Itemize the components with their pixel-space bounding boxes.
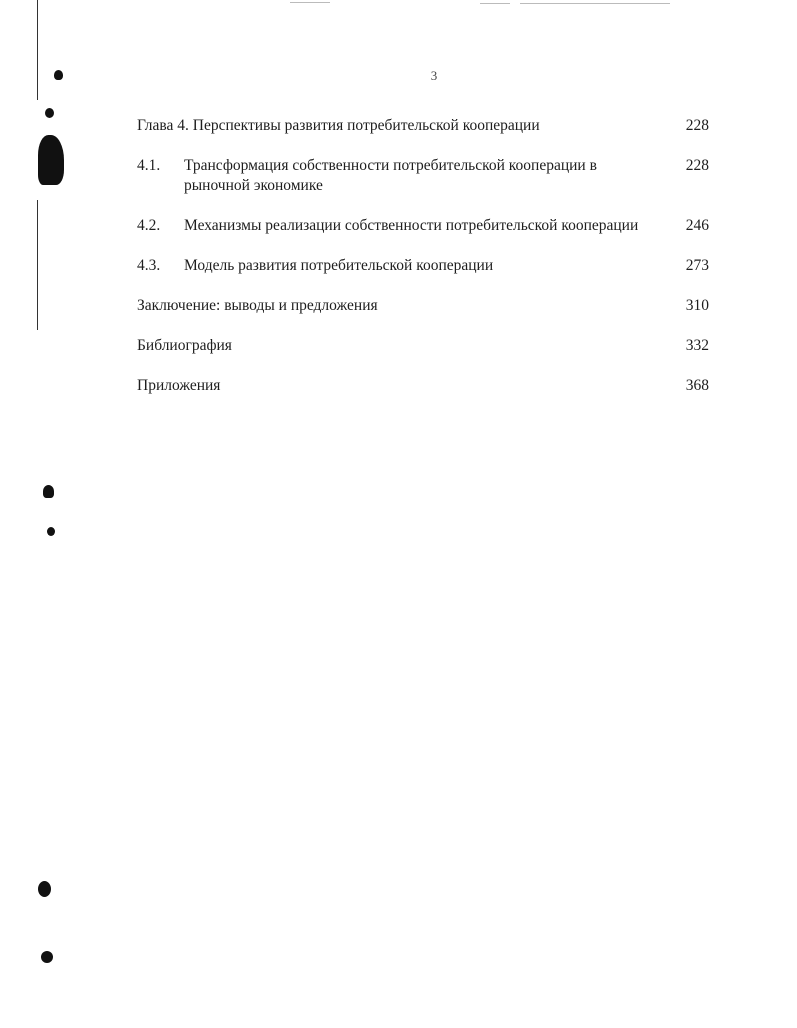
toc-section-number: 4.2. [137, 217, 161, 234]
toc-entry-title: Приложения [137, 377, 221, 394]
toc-entry-title: Заключение: выводы и предложения [137, 297, 378, 314]
toc-section-entry [137, 156, 709, 196]
toc-entry-title: Модель развития потребительской кооперации [184, 257, 494, 274]
scan-blot [43, 485, 54, 498]
toc-entry-title: Глава 4. Перспективы развития потребительской кооперации [137, 117, 540, 134]
toc-entry-title: Механизмы реализации собственности потребительской кооперации [184, 217, 639, 234]
scan-top-line [290, 2, 330, 3]
toc-entry-page: 310 [685, 297, 709, 314]
toc-entry-page: 332 [685, 337, 709, 354]
toc-entry-page: 246 [685, 217, 709, 234]
scan-margin-line [37, 200, 38, 330]
scan-top-line [480, 3, 510, 4]
toc-section-entry [137, 216, 709, 236]
toc-entry-page: 228 [685, 157, 709, 174]
toc-conclusion-entry [137, 296, 709, 316]
toc-entry-page: 228 [685, 117, 709, 134]
toc-bibliography-entry [137, 336, 709, 356]
toc-section-entry [137, 256, 709, 276]
toc-entry-title: Библиография [137, 337, 232, 354]
scan-top-line [520, 3, 670, 4]
toc-section-number: 4.3. [137, 257, 161, 274]
scan-blot [45, 108, 54, 118]
toc-appendices-entry [137, 376, 709, 396]
page-number: 3 [430, 68, 438, 83]
toc-chapter-entry [137, 116, 709, 136]
scan-blot [38, 881, 51, 897]
scan-blot [47, 527, 55, 536]
table-of-contents [137, 116, 709, 396]
scan-blot [38, 135, 64, 185]
scan-margin-line [37, 0, 38, 100]
scan-blot [41, 951, 53, 963]
toc-entry-page: 368 [685, 377, 709, 394]
toc-entry-page: 273 [685, 257, 709, 274]
toc-entry-title: Трансформация собственности потребительской кооперации в рыночной экономике [184, 157, 597, 194]
toc-section-number: 4.1. [137, 157, 161, 174]
